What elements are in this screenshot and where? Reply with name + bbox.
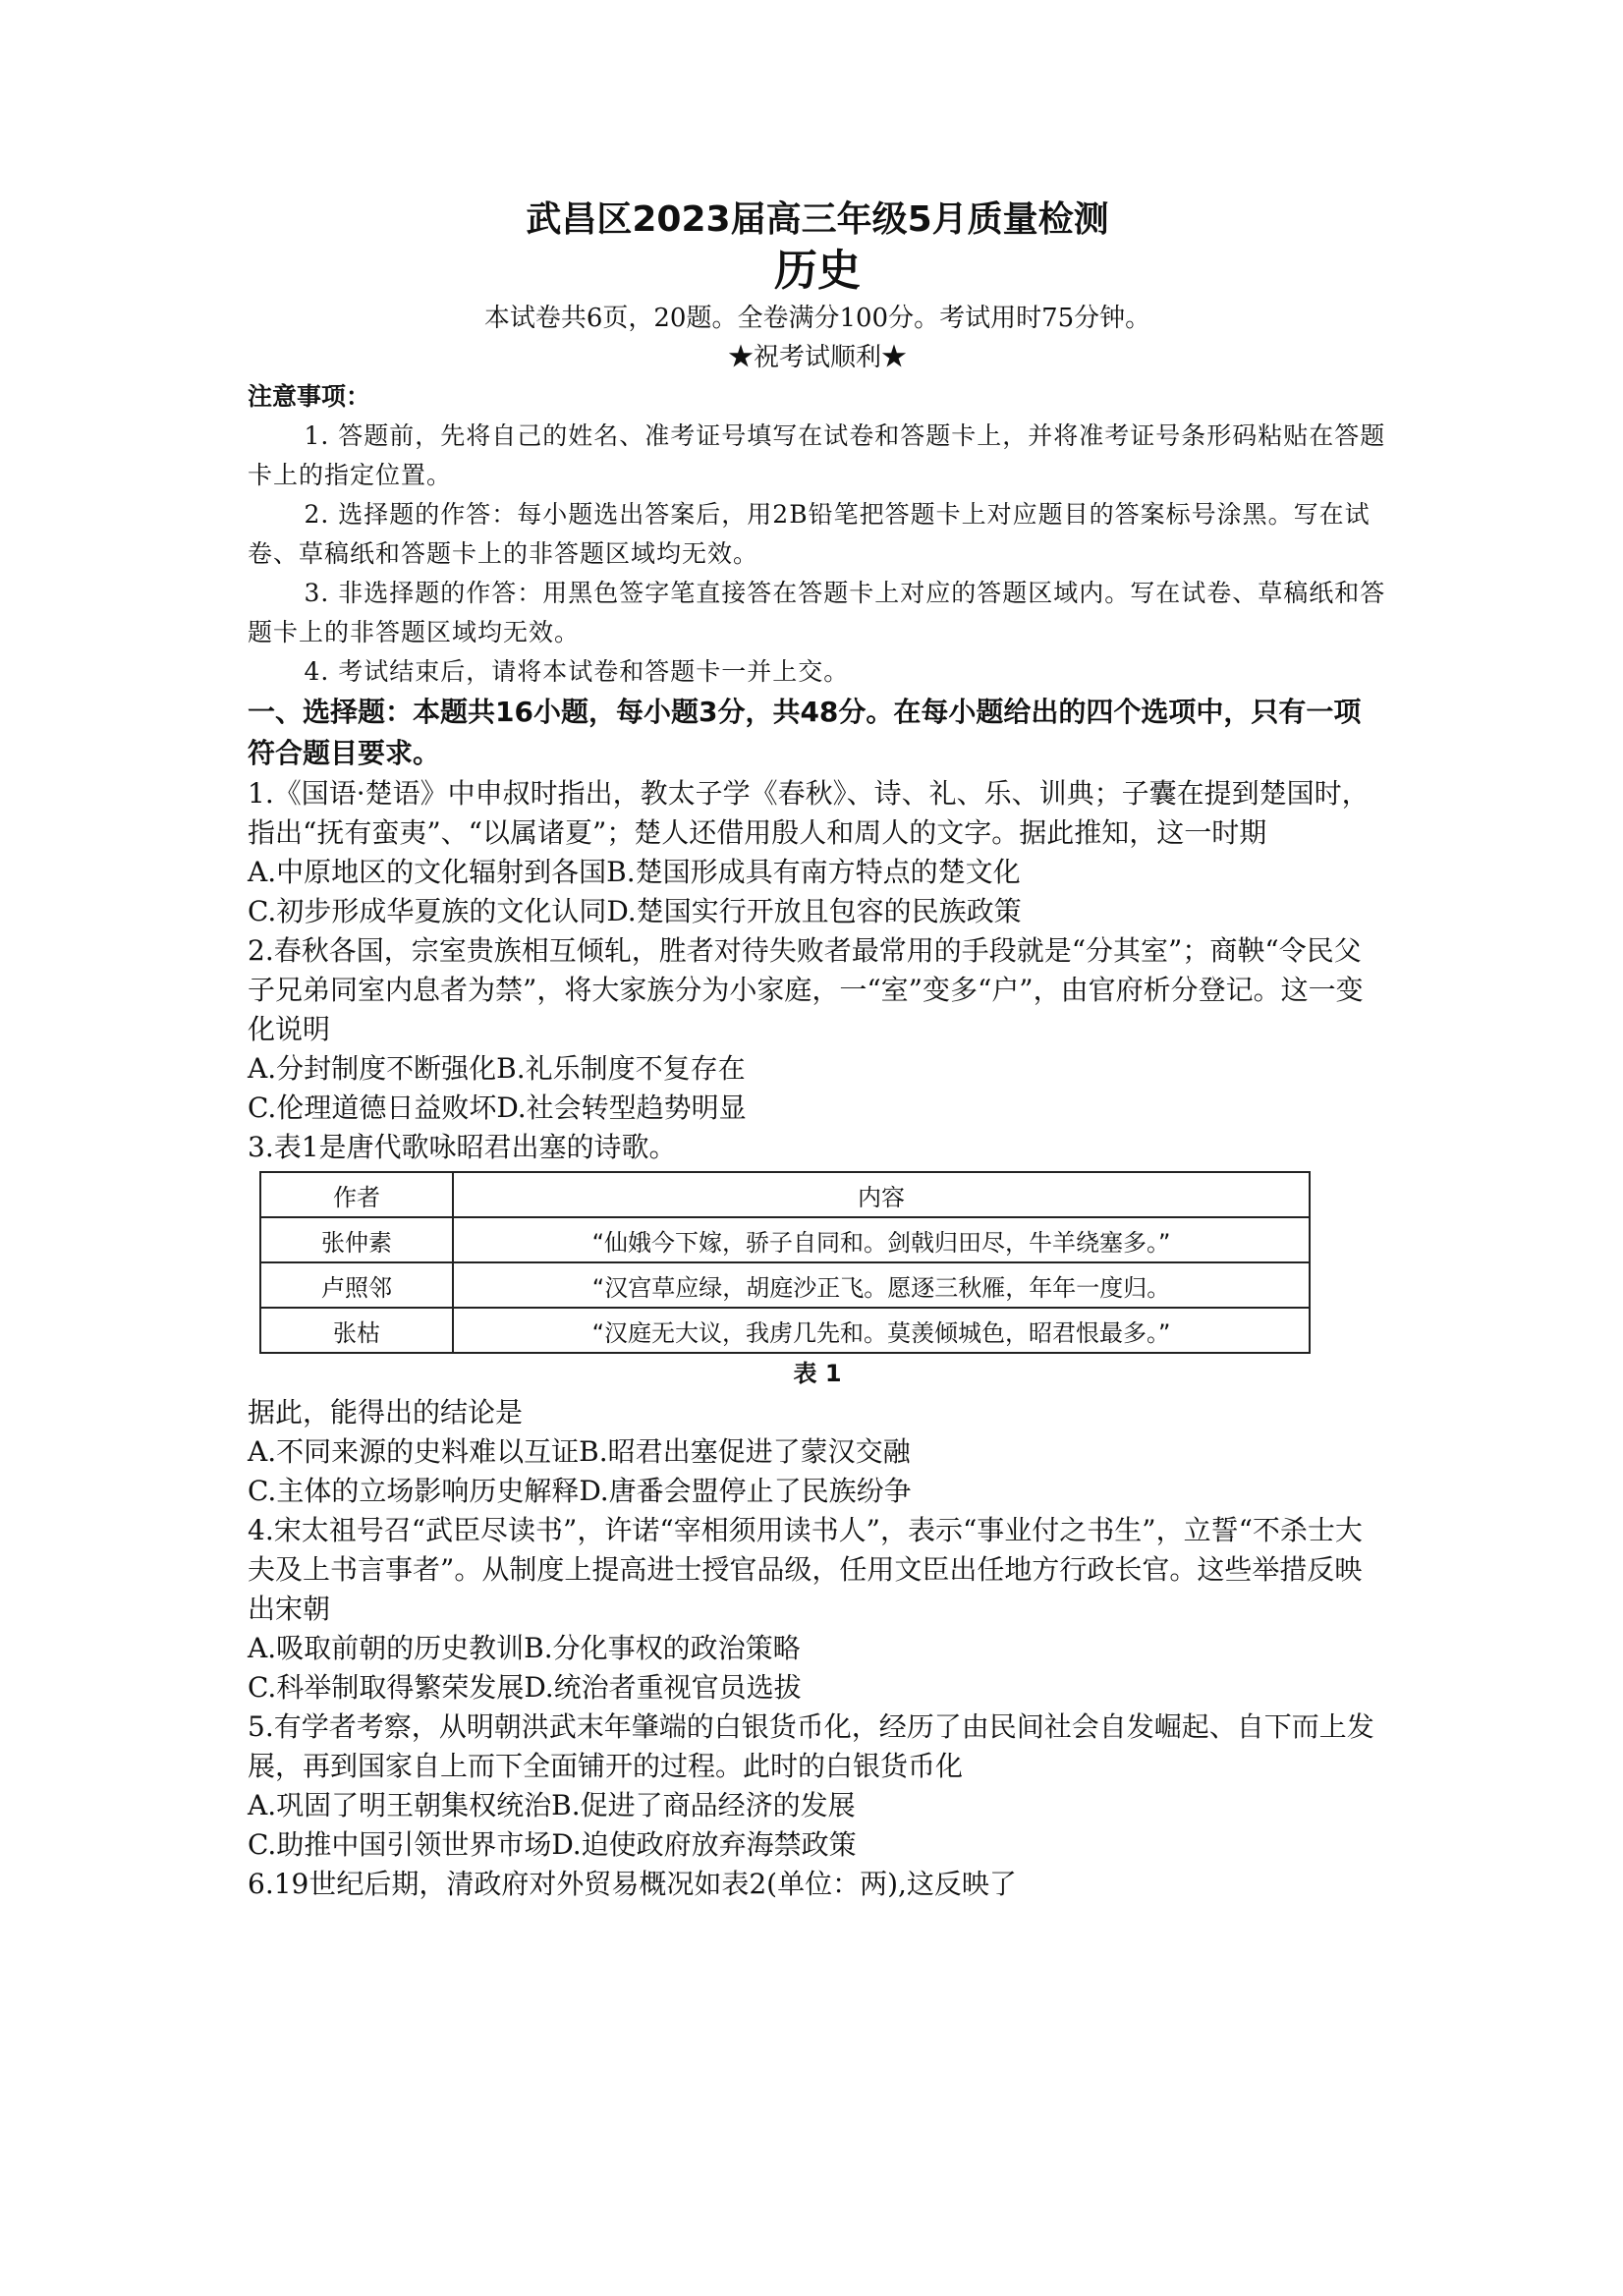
question-3-stem-2: 据此，能得出的结论是	[248, 1396, 524, 1428]
question-1-options-row-2: C.初步形成华夏族的文化认同D.楚国实行开放且包容的民族政策	[248, 895, 1022, 927]
question-4-options-row-2: C.科举制取得繁荣发展D.统治者重视官员选拔	[248, 1671, 802, 1704]
exam-title: 武昌区2023届高三年级5月质量检测	[526, 199, 1109, 240]
question-4-stem: 4.宋太祖号召“武臣尽读书”，许诺“宰相须用读书人”，表示“事业付之书生”，立誓“不杀士大夫及上书言事者”。从制度上提高进士授官品级，任用文臣出任地方行政长官。这些举措反映出宋朝	[248, 1514, 1363, 1625]
exam-page	[248, 196, 1387, 1904]
question-2-stem: 2.春秋各国，宗室贵族相互倾轧，胜者对待失败者最常用的手段就是“分其室”；商鞅“令民父子兄弟同室内息者为禁”，将大家族分为小家庭，一“室”变多“户”，由官府析分登记。这一变化说明	[248, 934, 1364, 1045]
question-2-options-row-2: C.伦理道德日益败坏D.社会转型趋势明显	[248, 1092, 747, 1124]
question-3-options-row-2: C.主体的立场影响历史解释D.唐番会盟停止了民族纷争	[248, 1475, 912, 1507]
table-cell-author: 卢照邻	[260, 1262, 453, 1308]
subject-title: 历史	[774, 246, 861, 296]
table-cell-author: 张仲素	[260, 1217, 453, 1262]
good-luck-line: ★祝考试顺利★	[727, 343, 907, 372]
notice-heading: 注意事项：	[248, 382, 371, 411]
question-1-options-row-1: A.中原地区的文化辐射到各国B.楚国形成具有南方特点的楚文化	[248, 856, 1021, 888]
question-5-options-row-1: A.巩固了明王朝集权统治B.促进了商品经济的发展	[248, 1789, 856, 1821]
table-cell-content: “汉庭无大议，我虏几先和。莫羡倾城色，昭君恨最多。”	[453, 1308, 1310, 1353]
table-header-row	[260, 1172, 1310, 1217]
question-1-stem: 1.《国语·楚语》中申叔时指出，教太子学《春秋》、诗、礼、乐、训典；子囊在提到楚国时，指出“抚有蛮夷”、“以属诸夏”；楚人还借用殷人和周人的文字。据此推知，这一时期	[248, 777, 1370, 849]
notice-item-2: 2. 选择题的作答：每小题选出答案后，用2B铅笔把答题卡上对应题目的答案标号涂黑。写在试卷、草稿纸和答题卡上的非答题区域均无效。	[248, 500, 1371, 568]
poem-table	[259, 1171, 1311, 1354]
question-3-options-row-1: A.不同来源的史料难以互证B.昭君出塞促进了蒙汉交融	[248, 1435, 911, 1468]
question-5-stem: 5.有学者考察，从明朝洪武末年肇端的白银货币化，经历了由民间社会自发崛起、自下而上发展，再到国家自上而下全面铺开的过程。此时的白银货币化	[248, 1710, 1374, 1782]
notice-item-4: 4. 考试结束后，请将本试卷和答题卡一并上交。	[304, 657, 850, 686]
question-4-options-row-1: A.吸取前朝的历史教训B.分化事权的政治策略	[248, 1632, 801, 1664]
table-header-author: 作者	[260, 1172, 453, 1217]
question-5-options-row-2: C.助推中国引领世界市场D.迫使政府放弃海禁政策	[248, 1828, 857, 1861]
table-row	[260, 1308, 1310, 1353]
question-3-stem: 3.表1是唐代歌咏昭君出塞的诗歌。	[248, 1131, 677, 1163]
notice-item-3: 3. 非选择题的作答：用黑色签字笔直接答在答题卡上对应的答题区域内。写在试卷、草稿纸和答题卡上的非答题区域均无效。	[248, 579, 1386, 646]
notice-item-1: 1. 答题前，先将自己的姓名、准考证号填写在试卷和答题卡上，并将准考证号条形码粘贴在答题卡上的指定位置。	[248, 421, 1386, 489]
table-caption: 表 1	[793, 1360, 842, 1387]
section-heading: 一、选择题：本题共16小题，每小题3分，共48分。在每小题给出的四个选项中，只有一项符合题目要求。	[248, 696, 1362, 769]
exam-info: 本试卷共6页，20题。全卷满分100分。考试用时75分钟。	[483, 304, 1151, 333]
table-cell-author: 张枯	[260, 1308, 453, 1353]
table-row	[260, 1262, 1310, 1308]
question-6-stem: 6.19世纪后期，清政府对外贸易概况如表2(单位：两),这反映了	[248, 1868, 1017, 1900]
table-header-content: 内容	[453, 1172, 1310, 1217]
question-2-options-row-1: A.分封制度不断强化B.礼乐制度不复存在	[248, 1052, 746, 1085]
table-cell-content: “汉宫草应绿，胡庭沙正飞。愿逐三秋雁，年年一度归。	[453, 1262, 1310, 1308]
table-cell-content: “仙娥今下嫁，骄子自同和。剑戟归田尽，牛羊绕塞多。”	[453, 1217, 1310, 1262]
table-row	[260, 1217, 1310, 1262]
